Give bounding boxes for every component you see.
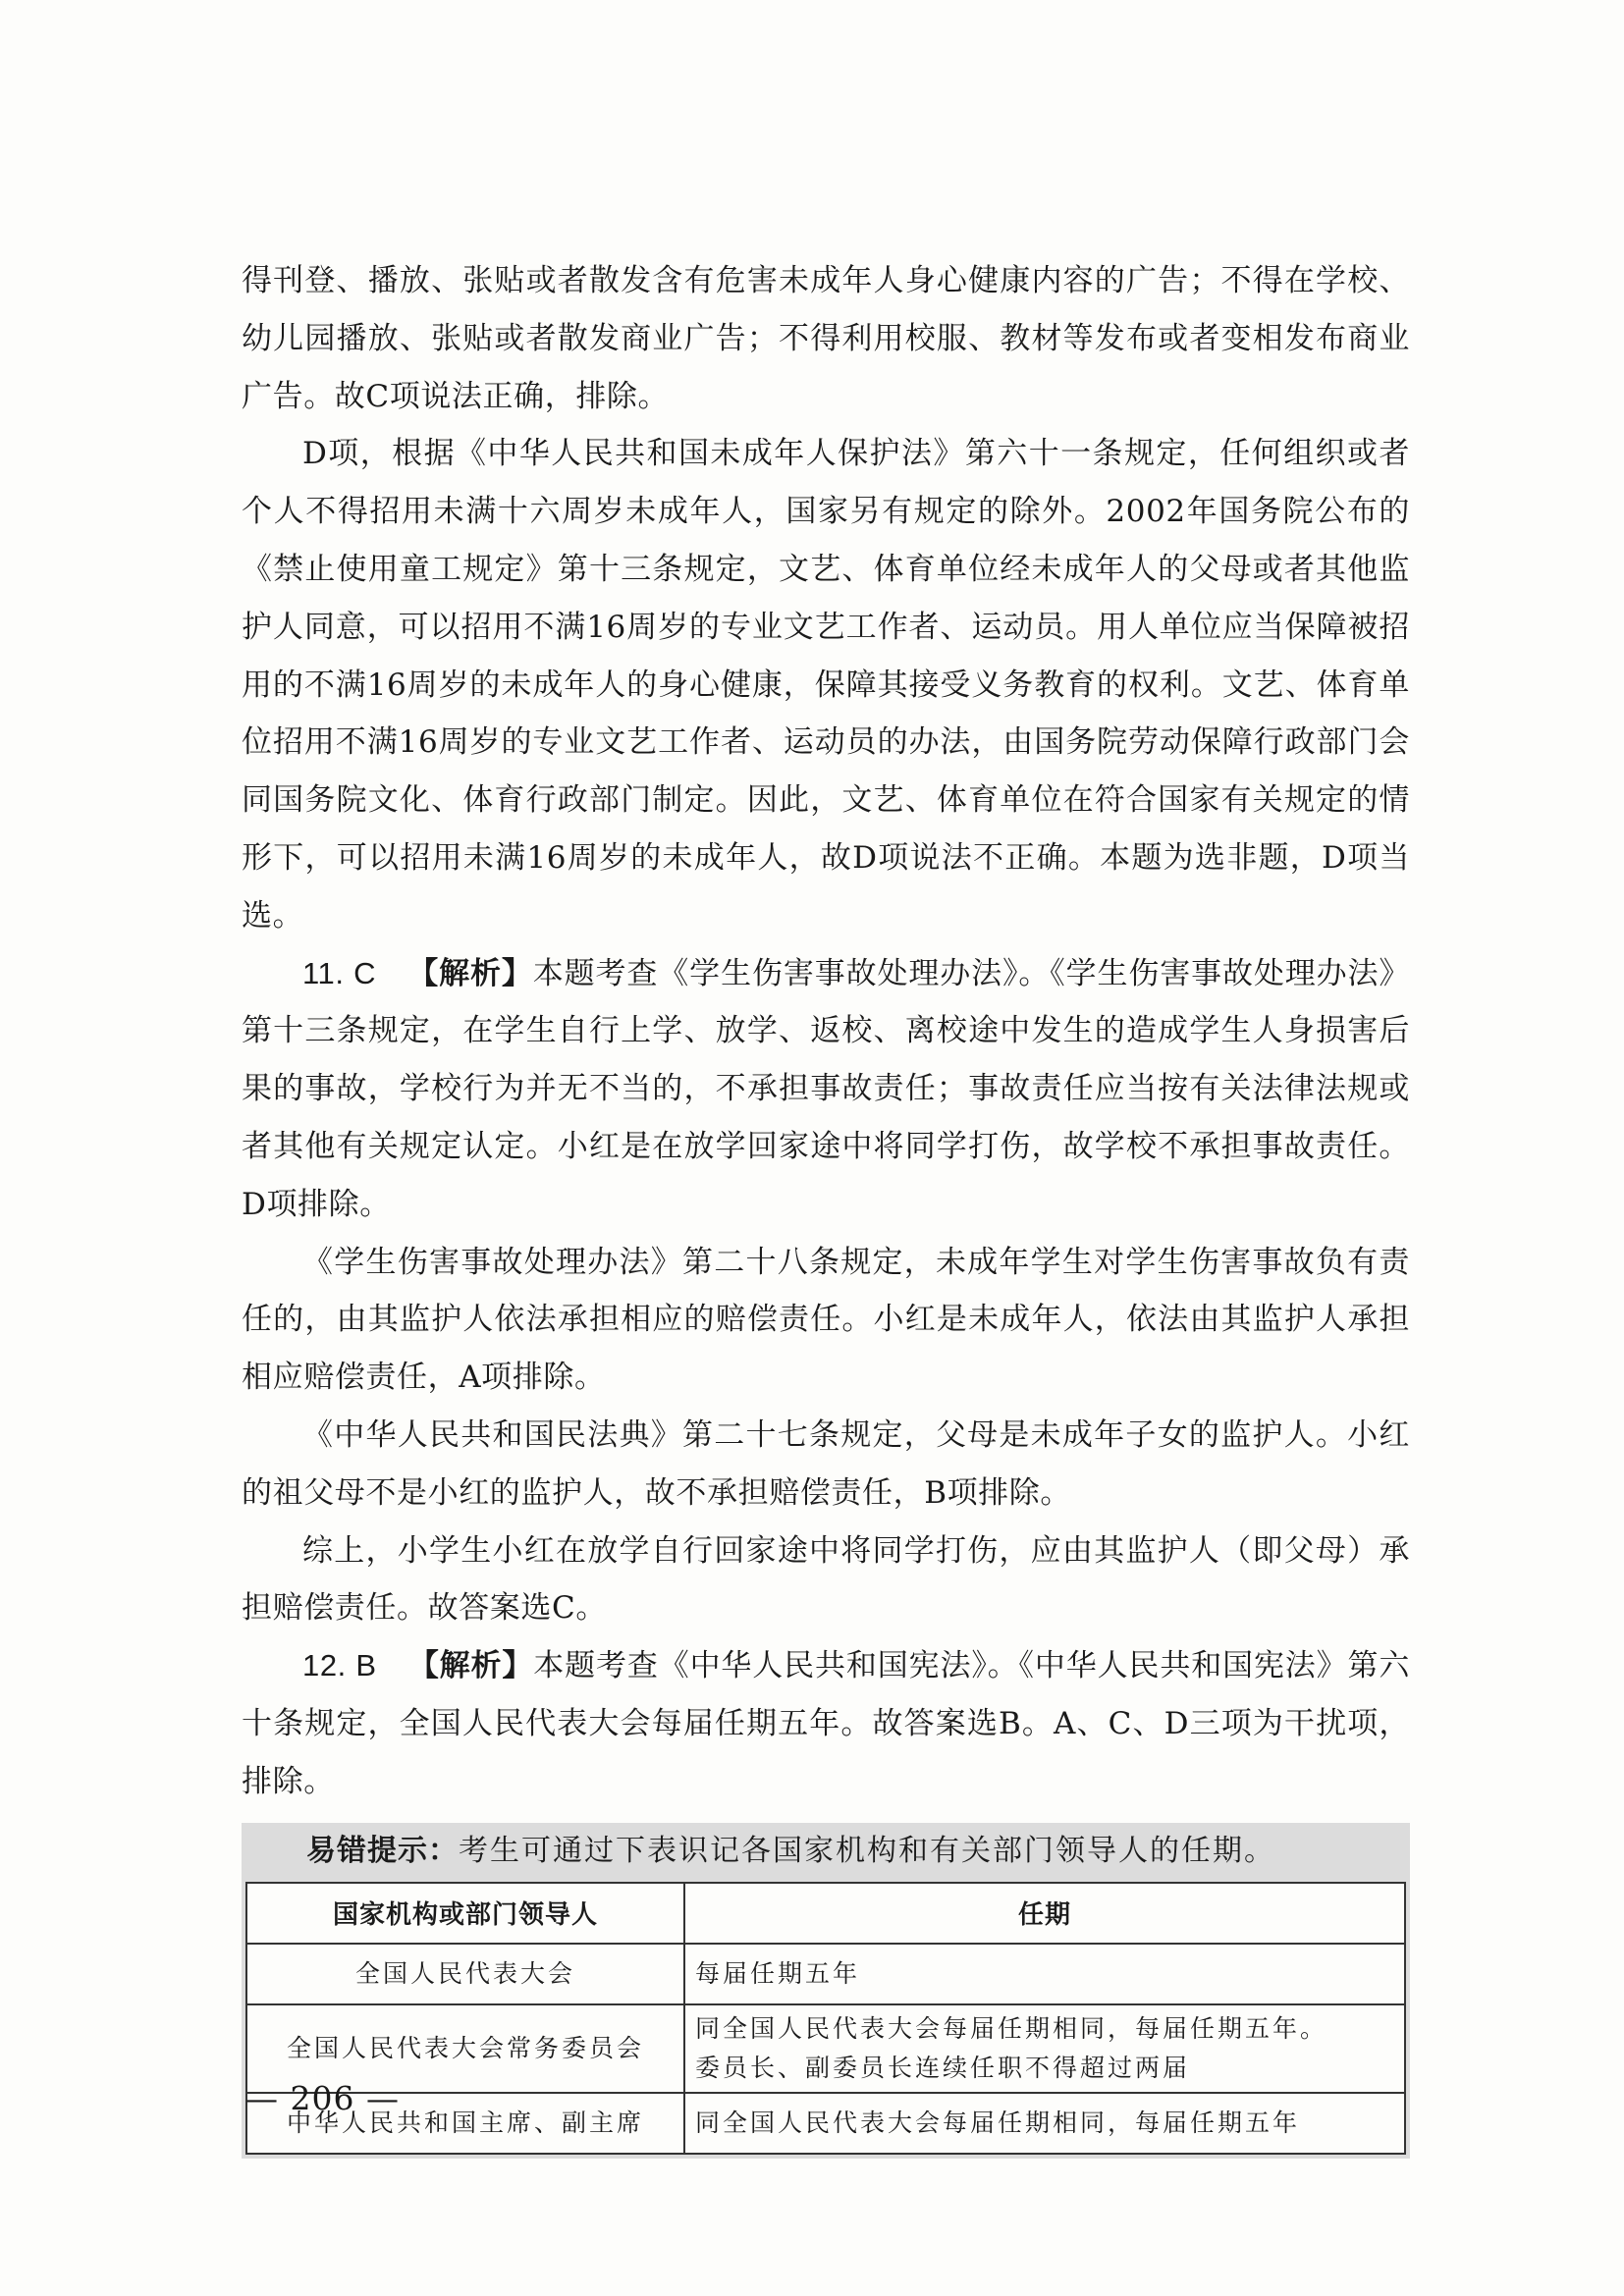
error-tip-label: 易错提示：	[306, 1834, 459, 1867]
table-cell-organization: 中华人民共和国主席、副主席	[246, 2093, 684, 2154]
question-11-answer	[242, 945, 1410, 1234]
paragraph: 得刊登、播放、张贴或者散发含有危害未成年人身心健康内容的广告；不得在学校、幼儿园播放、张贴或者散发商业广告；不得利用校服、教材等发布或者变相发布商业广告。故C项说法正确，排除。	[242, 263, 1410, 414]
table-header-row	[246, 1883, 1405, 1944]
error-tip	[245, 1823, 1406, 1882]
analysis-tag: 【解析】	[407, 1648, 534, 1683]
analysis-text: 本题考查《中华人民共和国宪法》。《中华人民共和国宪法》第六十条规定，全国人民代表大会每届任期五年。故答案选B。A、C、D三项为干扰项，排除。	[242, 1648, 1410, 1799]
paragraph: D项，根据《中华人民共和国未成年人保护法》第六十一条规定，任何组织或者个人不得招用未满十六周岁未成年人，国家另有规定的除外。2002年国务院公布的《禁止使用童工规定》第十三条规定，文艺、体育单位经未成年人的父母或者其他监护人同意，可以招用不满16周岁的专业文艺工作者、运动员。用人单位应当保障被招用的不满16周岁的未成年人的身心健康，保障其接受义务教育的权利。文艺、体育单位招用不满16周岁的专业文艺工作者、运动员的办法，由国务院劳动保障行政部门会同国务院文化、体育行政部门制定。因此，文艺、体育单位在符合国家有关规定的情形下，可以招用未满16周岁的未成年人，故D项说法不正确。本题为选非题，D项当选。	[242, 436, 1410, 934]
term-table	[245, 1882, 1406, 2155]
term-line: 同全国人民代表大会每届任期相同，每届任期五年	[695, 2108, 1301, 2137]
paragraph: 《学生伤害事故处理办法》第二十八条规定，未成年学生对学生伤害事故负有责任的，由其监护人依法承担相应的赔偿责任。小红是未成年人，依法由其监护人承担相应赔偿责任，A项排除。	[242, 1244, 1410, 1396]
page-number: — 206 —	[245, 2079, 400, 2117]
table-row	[246, 2093, 1405, 2154]
term-line: 委员长、副委员长连续任职不得超过两届	[695, 2053, 1191, 2082]
term-line: 每届任期五年	[695, 1958, 861, 1988]
question-12-answer	[242, 1637, 1410, 1810]
paragraph: 《中华人民共和国民法典》第二十七条规定，父母是未成年子女的监护人。小红的祖父母不是小红的监护人，故不承担赔偿责任，B项排除。	[242, 1416, 1410, 1511]
question-number: 12. B	[302, 1648, 377, 1683]
table-cell-term	[684, 1944, 1405, 2004]
column-header-term: 任期	[684, 1883, 1405, 1944]
table-cell-term	[684, 2004, 1405, 2093]
table-cell-organization: 全国人民代表大会常务委员会	[246, 2004, 684, 2093]
table-cell-organization: 全国人民代表大会	[246, 1944, 684, 2004]
paragraph: 综上，小学生小红在放学自行回家途中将同学打伤，应由其监护人（即父母）承担赔偿责任。故答案选C。	[242, 1532, 1410, 1627]
error-tip-box	[242, 1823, 1410, 2159]
table-row	[246, 1944, 1405, 2004]
error-tip-text: 考生可通过下表识记各国家机构和有关部门领导人的任期。	[459, 1833, 1275, 1868]
question-number: 11. C	[302, 955, 377, 990]
page-content	[242, 252, 1410, 2159]
table-row	[246, 2004, 1405, 2093]
column-header-organization: 国家机构或部门领导人	[246, 1883, 684, 1944]
analysis-text: 本题考查《学生伤害事故处理办法》。《学生伤害事故处理办法》第十三条规定，在学生自行上学、放学、返校、离校途中发生的造成学生人身损害后果的事故，学校行为并无不当的，不承担事故责任；事故责任应当按有关法律法规或者其他有关规定认定。小红是在放学回家途中将同学打伤，故学校不承担事故责任。D项排除。	[242, 955, 1410, 1222]
table-cell-term	[684, 2093, 1405, 2154]
analysis-tag: 【解析】	[407, 955, 533, 990]
term-line: 同全国人民代表大会每届任期相同，每届任期五年。	[695, 2013, 1328, 2043]
